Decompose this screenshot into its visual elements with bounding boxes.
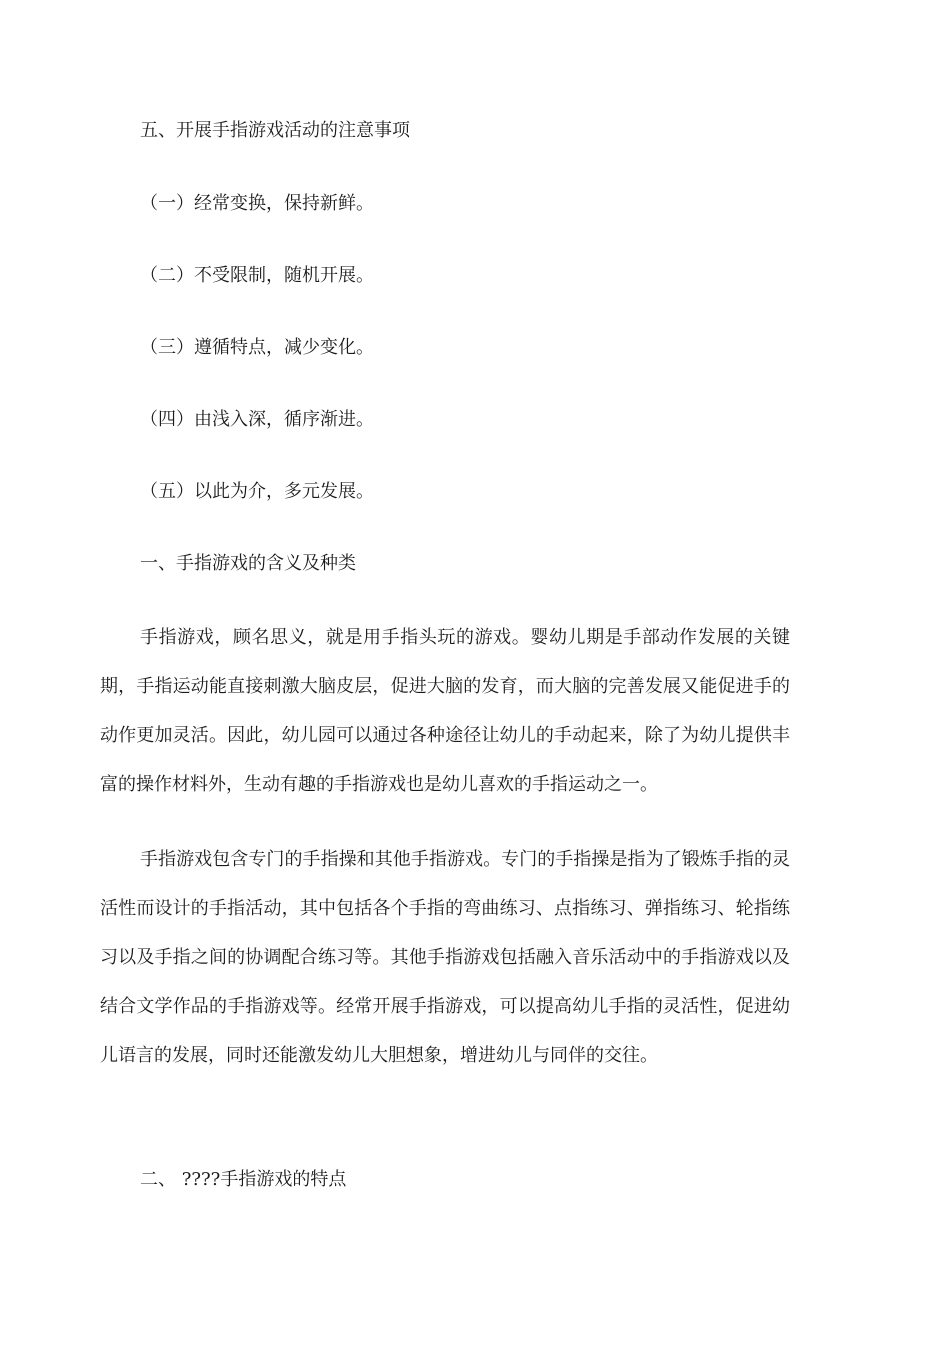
section5-item-2: （二）不受限制，随机开展。 [140,265,374,286]
section5-heading: 五、开展手指游戏活动的注意事项 [140,120,410,141]
section5-item-4: （四）由浅入深，循序渐进。 [140,409,374,430]
section5-item-1: （一）经常变换，保持新鲜。 [140,193,374,214]
section1-heading: 一、手指游戏的含义及种类 [140,553,356,574]
section5-item-5: （五）以此为介，多元发展。 [140,481,374,502]
section5-item-3: （三）遵循特点，减少变化。 [140,337,374,358]
section2-heading: 二、 ????手指游戏的特点 [140,1169,347,1190]
section1-paragraph-2: 手指游戏包含专门的手指操和其他手指游戏。专门的手指操是指为了锻炼手指的灵活性而设计的手指活动，其中包括各个手指的弯曲练习、点指练习、弹指练习、轮指练习以及手指之间的协调配合练习等。其他手指游戏包括融入音乐活动中的手指游戏以及结合文学作品的手指游戏等。经常开展手指游戏，可以提高幼儿手指的灵活性，促进幼儿语言的发展，同时还能激发幼儿大胆想象，增进幼儿与同伴的交往。 [100,849,790,1066]
section1-paragraph-1: 手指游戏，顾名思义，就是用手指头玩的游戏。婴幼儿期是手部动作发展的关键期，手指运动能直接刺激大脑皮层，促进大脑的发育，而大脑的完善发展又能促进手的动作更加灵活。因此，幼儿园可以通过各种途径让幼儿的手动起来，除了为幼儿提供丰富的操作材料外，生动有趣的手指游戏也是幼儿喜欢的手指运动之一。 [100,627,790,795]
